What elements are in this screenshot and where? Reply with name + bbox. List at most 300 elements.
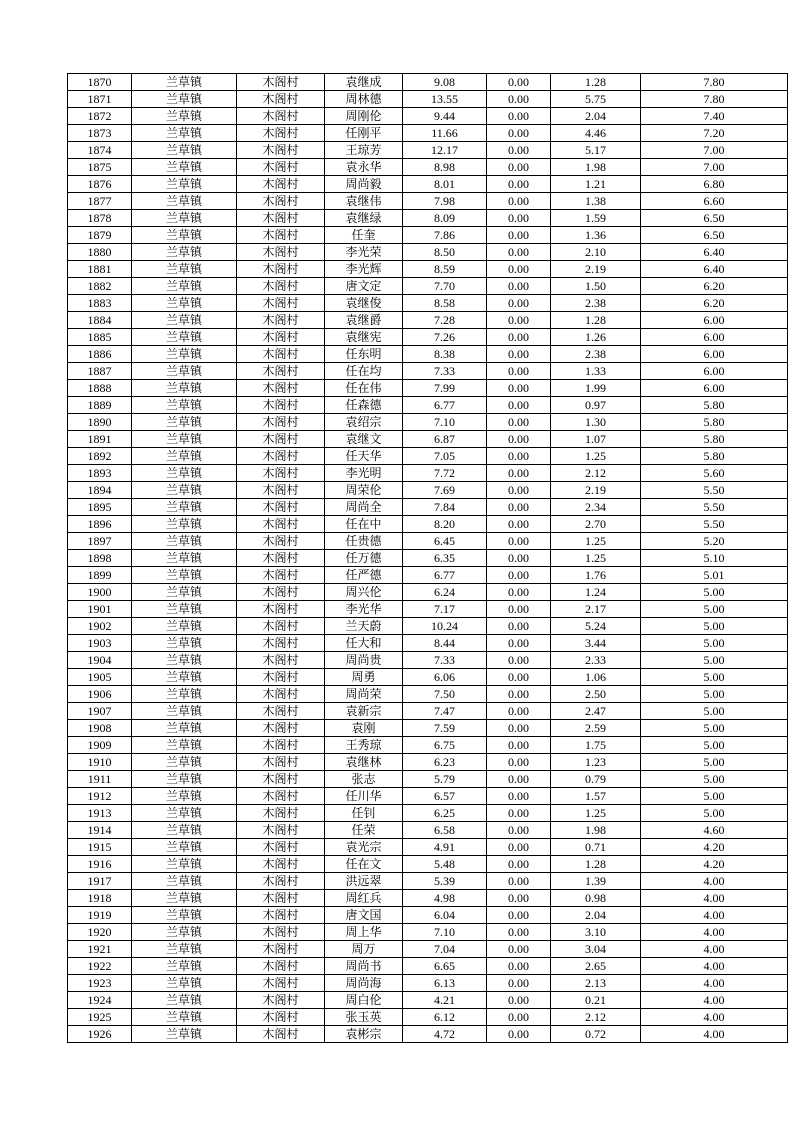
village-cell: 木阁村 bbox=[237, 312, 325, 329]
row-number-cell: 1885 bbox=[68, 329, 132, 346]
name-cell: 袁继俊 bbox=[325, 295, 403, 312]
value-c-cell: 0.97 bbox=[551, 397, 641, 414]
row-number-cell: 1870 bbox=[68, 74, 132, 91]
value-a-cell: 8.58 bbox=[403, 295, 487, 312]
value-c-cell: 1.98 bbox=[551, 159, 641, 176]
village-cell: 木阁村 bbox=[237, 516, 325, 533]
village-cell: 木阁村 bbox=[237, 550, 325, 567]
name-cell: 任大和 bbox=[325, 635, 403, 652]
value-b-cell: 0.00 bbox=[487, 125, 551, 142]
value-a-cell: 5.79 bbox=[403, 771, 487, 788]
row-number-cell: 1886 bbox=[68, 346, 132, 363]
table-row bbox=[68, 363, 788, 380]
row-number-cell: 1879 bbox=[68, 227, 132, 244]
value-a-cell: 7.84 bbox=[403, 499, 487, 516]
row-number-cell: 1913 bbox=[68, 805, 132, 822]
town-cell: 兰草镇 bbox=[132, 312, 237, 329]
village-cell: 木阁村 bbox=[237, 193, 325, 210]
value-c-cell: 1.26 bbox=[551, 329, 641, 346]
value-a-cell: 6.06 bbox=[403, 669, 487, 686]
value-b-cell: 0.00 bbox=[487, 584, 551, 601]
name-cell: 唐文国 bbox=[325, 907, 403, 924]
value-b-cell: 0.00 bbox=[487, 720, 551, 737]
value-c-cell: 1.25 bbox=[551, 533, 641, 550]
row-number-cell: 1909 bbox=[68, 737, 132, 754]
village-cell: 木阁村 bbox=[237, 805, 325, 822]
value-c-cell: 1.28 bbox=[551, 74, 641, 91]
name-cell: 任川华 bbox=[325, 788, 403, 805]
row-number-cell: 1899 bbox=[68, 567, 132, 584]
name-cell: 周尚海 bbox=[325, 975, 403, 992]
value-b-cell: 0.00 bbox=[487, 873, 551, 890]
value-b-cell: 0.00 bbox=[487, 975, 551, 992]
value-a-cell: 7.28 bbox=[403, 312, 487, 329]
value-c-cell: 5.24 bbox=[551, 618, 641, 635]
row-number-cell: 1917 bbox=[68, 873, 132, 890]
value-c-cell: 1.38 bbox=[551, 193, 641, 210]
table-row bbox=[68, 346, 788, 363]
value-b-cell: 0.00 bbox=[487, 635, 551, 652]
value-b-cell: 0.00 bbox=[487, 771, 551, 788]
value-c-cell: 2.12 bbox=[551, 1009, 641, 1026]
town-cell: 兰草镇 bbox=[132, 465, 237, 482]
row-number-cell: 1905 bbox=[68, 669, 132, 686]
row-number-cell: 1920 bbox=[68, 924, 132, 941]
row-number-cell: 1903 bbox=[68, 635, 132, 652]
town-cell: 兰草镇 bbox=[132, 91, 237, 108]
row-number-cell: 1872 bbox=[68, 108, 132, 125]
value-d-cell: 5.00 bbox=[641, 737, 788, 754]
town-cell: 兰草镇 bbox=[132, 431, 237, 448]
value-c-cell: 2.12 bbox=[551, 465, 641, 482]
value-c-cell: 1.25 bbox=[551, 805, 641, 822]
name-cell: 任在伟 bbox=[325, 380, 403, 397]
table-row bbox=[68, 193, 788, 210]
village-cell: 木阁村 bbox=[237, 958, 325, 975]
town-cell: 兰草镇 bbox=[132, 805, 237, 822]
table-row bbox=[68, 1009, 788, 1026]
value-c-cell: 1.59 bbox=[551, 210, 641, 227]
value-a-cell: 6.24 bbox=[403, 584, 487, 601]
value-d-cell: 6.20 bbox=[641, 295, 788, 312]
value-b-cell: 0.00 bbox=[487, 550, 551, 567]
row-number-cell: 1925 bbox=[68, 1009, 132, 1026]
town-cell: 兰草镇 bbox=[132, 873, 237, 890]
value-b-cell: 0.00 bbox=[487, 465, 551, 482]
value-b-cell: 0.00 bbox=[487, 839, 551, 856]
row-number-cell: 1919 bbox=[68, 907, 132, 924]
village-cell: 木阁村 bbox=[237, 754, 325, 771]
value-b-cell: 0.00 bbox=[487, 74, 551, 91]
name-cell: 李光华 bbox=[325, 601, 403, 618]
row-number-cell: 1882 bbox=[68, 278, 132, 295]
table-row bbox=[68, 295, 788, 312]
village-cell: 木阁村 bbox=[237, 244, 325, 261]
town-cell: 兰草镇 bbox=[132, 516, 237, 533]
town-cell: 兰草镇 bbox=[132, 924, 237, 941]
value-d-cell: 5.00 bbox=[641, 771, 788, 788]
value-d-cell: 4.00 bbox=[641, 890, 788, 907]
name-cell: 周兴伦 bbox=[325, 584, 403, 601]
name-cell: 李光明 bbox=[325, 465, 403, 482]
value-d-cell: 5.01 bbox=[641, 567, 788, 584]
value-b-cell: 0.00 bbox=[487, 754, 551, 771]
value-a-cell: 6.77 bbox=[403, 397, 487, 414]
value-b-cell: 0.00 bbox=[487, 788, 551, 805]
name-cell: 任东明 bbox=[325, 346, 403, 363]
name-cell: 周上华 bbox=[325, 924, 403, 941]
name-cell: 任在中 bbox=[325, 516, 403, 533]
row-number-cell: 1916 bbox=[68, 856, 132, 873]
town-cell: 兰草镇 bbox=[132, 890, 237, 907]
value-b-cell: 0.00 bbox=[487, 516, 551, 533]
value-d-cell: 4.00 bbox=[641, 1009, 788, 1026]
table-row bbox=[68, 1026, 788, 1043]
value-d-cell: 4.00 bbox=[641, 1026, 788, 1043]
town-cell: 兰草镇 bbox=[132, 125, 237, 142]
village-cell: 木阁村 bbox=[237, 499, 325, 516]
value-d-cell: 6.00 bbox=[641, 346, 788, 363]
value-a-cell: 8.01 bbox=[403, 176, 487, 193]
row-number-cell: 1897 bbox=[68, 533, 132, 550]
table-row bbox=[68, 448, 788, 465]
name-cell: 袁继伟 bbox=[325, 193, 403, 210]
value-a-cell: 4.21 bbox=[403, 992, 487, 1009]
table-row bbox=[68, 788, 788, 805]
village-cell: 木阁村 bbox=[237, 159, 325, 176]
table-row bbox=[68, 397, 788, 414]
row-number-cell: 1901 bbox=[68, 601, 132, 618]
village-cell: 木阁村 bbox=[237, 788, 325, 805]
name-cell: 唐文定 bbox=[325, 278, 403, 295]
name-cell: 兰天蔚 bbox=[325, 618, 403, 635]
value-d-cell: 5.00 bbox=[641, 652, 788, 669]
village-cell: 木阁村 bbox=[237, 142, 325, 159]
value-c-cell: 0.98 bbox=[551, 890, 641, 907]
row-number-cell: 1881 bbox=[68, 261, 132, 278]
value-a-cell: 6.58 bbox=[403, 822, 487, 839]
table-row bbox=[68, 482, 788, 499]
village-cell: 木阁村 bbox=[237, 1009, 325, 1026]
name-cell: 袁刚 bbox=[325, 720, 403, 737]
value-b-cell: 0.00 bbox=[487, 227, 551, 244]
value-b-cell: 0.00 bbox=[487, 244, 551, 261]
table-row bbox=[68, 771, 788, 788]
town-cell: 兰草镇 bbox=[132, 414, 237, 431]
value-c-cell: 1.21 bbox=[551, 176, 641, 193]
value-c-cell: 2.19 bbox=[551, 261, 641, 278]
table-row bbox=[68, 567, 788, 584]
table-row bbox=[68, 924, 788, 941]
value-d-cell: 5.10 bbox=[641, 550, 788, 567]
value-d-cell: 5.00 bbox=[641, 788, 788, 805]
value-c-cell: 1.57 bbox=[551, 788, 641, 805]
value-d-cell: 5.00 bbox=[641, 720, 788, 737]
town-cell: 兰草镇 bbox=[132, 142, 237, 159]
value-c-cell: 1.50 bbox=[551, 278, 641, 295]
name-cell: 袁继成 bbox=[325, 74, 403, 91]
name-cell: 周尚贵 bbox=[325, 652, 403, 669]
value-d-cell: 4.00 bbox=[641, 958, 788, 975]
value-a-cell: 7.47 bbox=[403, 703, 487, 720]
village-cell: 木阁村 bbox=[237, 771, 325, 788]
village-cell: 木阁村 bbox=[237, 91, 325, 108]
village-cell: 木阁村 bbox=[237, 295, 325, 312]
value-c-cell: 2.04 bbox=[551, 907, 641, 924]
town-cell: 兰草镇 bbox=[132, 380, 237, 397]
value-a-cell: 7.33 bbox=[403, 363, 487, 380]
village-cell: 木阁村 bbox=[237, 414, 325, 431]
value-b-cell: 0.00 bbox=[487, 941, 551, 958]
table-row bbox=[68, 584, 788, 601]
value-a-cell: 4.98 bbox=[403, 890, 487, 907]
value-a-cell: 6.65 bbox=[403, 958, 487, 975]
row-number-cell: 1891 bbox=[68, 431, 132, 448]
value-c-cell: 1.39 bbox=[551, 873, 641, 890]
table-row bbox=[68, 533, 788, 550]
value-c-cell: 2.50 bbox=[551, 686, 641, 703]
row-number-cell: 1910 bbox=[68, 754, 132, 771]
name-cell: 任刚平 bbox=[325, 125, 403, 142]
value-b-cell: 0.00 bbox=[487, 448, 551, 465]
value-a-cell: 7.69 bbox=[403, 482, 487, 499]
row-number-cell: 1876 bbox=[68, 176, 132, 193]
village-cell: 木阁村 bbox=[237, 992, 325, 1009]
town-cell: 兰草镇 bbox=[132, 975, 237, 992]
town-cell: 兰草镇 bbox=[132, 907, 237, 924]
row-number-cell: 1892 bbox=[68, 448, 132, 465]
village-cell: 木阁村 bbox=[237, 890, 325, 907]
town-cell: 兰草镇 bbox=[132, 669, 237, 686]
name-cell: 周尚书 bbox=[325, 958, 403, 975]
value-a-cell: 7.17 bbox=[403, 601, 487, 618]
value-b-cell: 0.00 bbox=[487, 737, 551, 754]
value-c-cell: 2.34 bbox=[551, 499, 641, 516]
value-a-cell: 7.10 bbox=[403, 414, 487, 431]
value-c-cell: 1.28 bbox=[551, 856, 641, 873]
value-a-cell: 6.23 bbox=[403, 754, 487, 771]
town-cell: 兰草镇 bbox=[132, 329, 237, 346]
value-b-cell: 0.00 bbox=[487, 329, 551, 346]
village-cell: 木阁村 bbox=[237, 397, 325, 414]
table-row bbox=[68, 822, 788, 839]
name-cell: 周红兵 bbox=[325, 890, 403, 907]
table-row bbox=[68, 737, 788, 754]
value-d-cell: 4.00 bbox=[641, 941, 788, 958]
value-c-cell: 1.24 bbox=[551, 584, 641, 601]
table-row bbox=[68, 278, 788, 295]
value-a-cell: 11.66 bbox=[403, 125, 487, 142]
value-b-cell: 0.00 bbox=[487, 669, 551, 686]
value-b-cell: 0.00 bbox=[487, 193, 551, 210]
town-cell: 兰草镇 bbox=[132, 261, 237, 278]
name-cell: 袁继绿 bbox=[325, 210, 403, 227]
value-a-cell: 7.70 bbox=[403, 278, 487, 295]
table-row bbox=[68, 754, 788, 771]
row-number-cell: 1889 bbox=[68, 397, 132, 414]
row-number-cell: 1895 bbox=[68, 499, 132, 516]
table-row bbox=[68, 312, 788, 329]
table-row bbox=[68, 431, 788, 448]
table-row bbox=[68, 975, 788, 992]
value-b-cell: 0.00 bbox=[487, 108, 551, 125]
table-row bbox=[68, 380, 788, 397]
value-a-cell: 8.09 bbox=[403, 210, 487, 227]
village-cell: 木阁村 bbox=[237, 278, 325, 295]
table-row bbox=[68, 907, 788, 924]
table-row bbox=[68, 873, 788, 890]
row-number-cell: 1887 bbox=[68, 363, 132, 380]
value-d-cell: 6.50 bbox=[641, 227, 788, 244]
name-cell: 袁继宪 bbox=[325, 329, 403, 346]
value-a-cell: 6.87 bbox=[403, 431, 487, 448]
value-b-cell: 0.00 bbox=[487, 91, 551, 108]
value-a-cell: 7.98 bbox=[403, 193, 487, 210]
village-cell: 木阁村 bbox=[237, 74, 325, 91]
town-cell: 兰草镇 bbox=[132, 1009, 237, 1026]
value-a-cell: 4.91 bbox=[403, 839, 487, 856]
table-row bbox=[68, 601, 788, 618]
value-b-cell: 0.00 bbox=[487, 958, 551, 975]
value-d-cell: 5.00 bbox=[641, 635, 788, 652]
row-number-cell: 1874 bbox=[68, 142, 132, 159]
value-b-cell: 0.00 bbox=[487, 652, 551, 669]
table-row bbox=[68, 805, 788, 822]
town-cell: 兰草镇 bbox=[132, 941, 237, 958]
value-b-cell: 0.00 bbox=[487, 703, 551, 720]
name-cell: 任荣 bbox=[325, 822, 403, 839]
town-cell: 兰草镇 bbox=[132, 295, 237, 312]
value-a-cell: 6.12 bbox=[403, 1009, 487, 1026]
value-d-cell: 7.00 bbox=[641, 142, 788, 159]
name-cell: 周尚全 bbox=[325, 499, 403, 516]
town-cell: 兰草镇 bbox=[132, 703, 237, 720]
village-cell: 木阁村 bbox=[237, 465, 325, 482]
town-cell: 兰草镇 bbox=[132, 958, 237, 975]
value-d-cell: 5.50 bbox=[641, 482, 788, 499]
value-c-cell: 2.38 bbox=[551, 346, 641, 363]
value-a-cell: 9.08 bbox=[403, 74, 487, 91]
value-d-cell: 7.80 bbox=[641, 91, 788, 108]
row-number-cell: 1898 bbox=[68, 550, 132, 567]
value-d-cell: 5.00 bbox=[641, 584, 788, 601]
name-cell: 任森德 bbox=[325, 397, 403, 414]
value-a-cell: 13.55 bbox=[403, 91, 487, 108]
village-cell: 木阁村 bbox=[237, 669, 325, 686]
value-a-cell: 6.45 bbox=[403, 533, 487, 550]
row-number-cell: 1873 bbox=[68, 125, 132, 142]
table-row bbox=[68, 635, 788, 652]
town-cell: 兰草镇 bbox=[132, 720, 237, 737]
value-d-cell: 7.00 bbox=[641, 159, 788, 176]
value-a-cell: 6.04 bbox=[403, 907, 487, 924]
village-cell: 木阁村 bbox=[237, 176, 325, 193]
table-row bbox=[68, 958, 788, 975]
row-number-cell: 1893 bbox=[68, 465, 132, 482]
town-cell: 兰草镇 bbox=[132, 482, 237, 499]
table-row bbox=[68, 652, 788, 669]
row-number-cell: 1902 bbox=[68, 618, 132, 635]
value-c-cell: 1.07 bbox=[551, 431, 641, 448]
value-d-cell: 4.00 bbox=[641, 873, 788, 890]
row-number-cell: 1871 bbox=[68, 91, 132, 108]
table-row bbox=[68, 414, 788, 431]
name-cell: 袁继文 bbox=[325, 431, 403, 448]
town-cell: 兰草镇 bbox=[132, 1026, 237, 1043]
table-row bbox=[68, 992, 788, 1009]
town-cell: 兰草镇 bbox=[132, 346, 237, 363]
value-d-cell: 5.00 bbox=[641, 601, 788, 618]
village-cell: 木阁村 bbox=[237, 363, 325, 380]
value-d-cell: 4.20 bbox=[641, 839, 788, 856]
value-d-cell: 5.50 bbox=[641, 499, 788, 516]
value-d-cell: 6.00 bbox=[641, 363, 788, 380]
value-c-cell: 0.71 bbox=[551, 839, 641, 856]
value-b-cell: 0.00 bbox=[487, 431, 551, 448]
town-cell: 兰草镇 bbox=[132, 108, 237, 125]
name-cell: 李光荣 bbox=[325, 244, 403, 261]
name-cell: 周勇 bbox=[325, 669, 403, 686]
name-cell: 袁绍宗 bbox=[325, 414, 403, 431]
value-a-cell: 6.35 bbox=[403, 550, 487, 567]
value-b-cell: 0.00 bbox=[487, 346, 551, 363]
value-b-cell: 0.00 bbox=[487, 261, 551, 278]
value-a-cell: 5.39 bbox=[403, 873, 487, 890]
value-b-cell: 0.00 bbox=[487, 890, 551, 907]
value-b-cell: 0.00 bbox=[487, 210, 551, 227]
town-cell: 兰草镇 bbox=[132, 822, 237, 839]
value-b-cell: 0.00 bbox=[487, 686, 551, 703]
value-c-cell: 2.19 bbox=[551, 482, 641, 499]
village-cell: 木阁村 bbox=[237, 448, 325, 465]
town-cell: 兰草镇 bbox=[132, 788, 237, 805]
value-a-cell: 4.72 bbox=[403, 1026, 487, 1043]
value-d-cell: 4.00 bbox=[641, 992, 788, 1009]
table-row bbox=[68, 74, 788, 91]
table-row bbox=[68, 618, 788, 635]
table-row bbox=[68, 941, 788, 958]
name-cell: 张玉英 bbox=[325, 1009, 403, 1026]
table-body bbox=[68, 74, 788, 1043]
value-a-cell: 7.05 bbox=[403, 448, 487, 465]
value-c-cell: 0.21 bbox=[551, 992, 641, 1009]
row-number-cell: 1922 bbox=[68, 958, 132, 975]
value-d-cell: 4.00 bbox=[641, 907, 788, 924]
value-c-cell: 1.25 bbox=[551, 448, 641, 465]
row-number-cell: 1878 bbox=[68, 210, 132, 227]
value-d-cell: 5.80 bbox=[641, 448, 788, 465]
value-c-cell: 2.65 bbox=[551, 958, 641, 975]
value-b-cell: 0.00 bbox=[487, 176, 551, 193]
row-number-cell: 1904 bbox=[68, 652, 132, 669]
table-row bbox=[68, 856, 788, 873]
name-cell: 袁继爵 bbox=[325, 312, 403, 329]
value-c-cell: 2.38 bbox=[551, 295, 641, 312]
value-d-cell: 6.80 bbox=[641, 176, 788, 193]
value-a-cell: 7.10 bbox=[403, 924, 487, 941]
value-a-cell: 6.25 bbox=[403, 805, 487, 822]
value-a-cell: 6.57 bbox=[403, 788, 487, 805]
name-cell: 袁光宗 bbox=[325, 839, 403, 856]
village-cell: 木阁村 bbox=[237, 873, 325, 890]
value-b-cell: 0.00 bbox=[487, 499, 551, 516]
name-cell: 张志 bbox=[325, 771, 403, 788]
row-number-cell: 1900 bbox=[68, 584, 132, 601]
table-row bbox=[68, 720, 788, 737]
village-cell: 木阁村 bbox=[237, 482, 325, 499]
value-a-cell: 8.59 bbox=[403, 261, 487, 278]
town-cell: 兰草镇 bbox=[132, 992, 237, 1009]
